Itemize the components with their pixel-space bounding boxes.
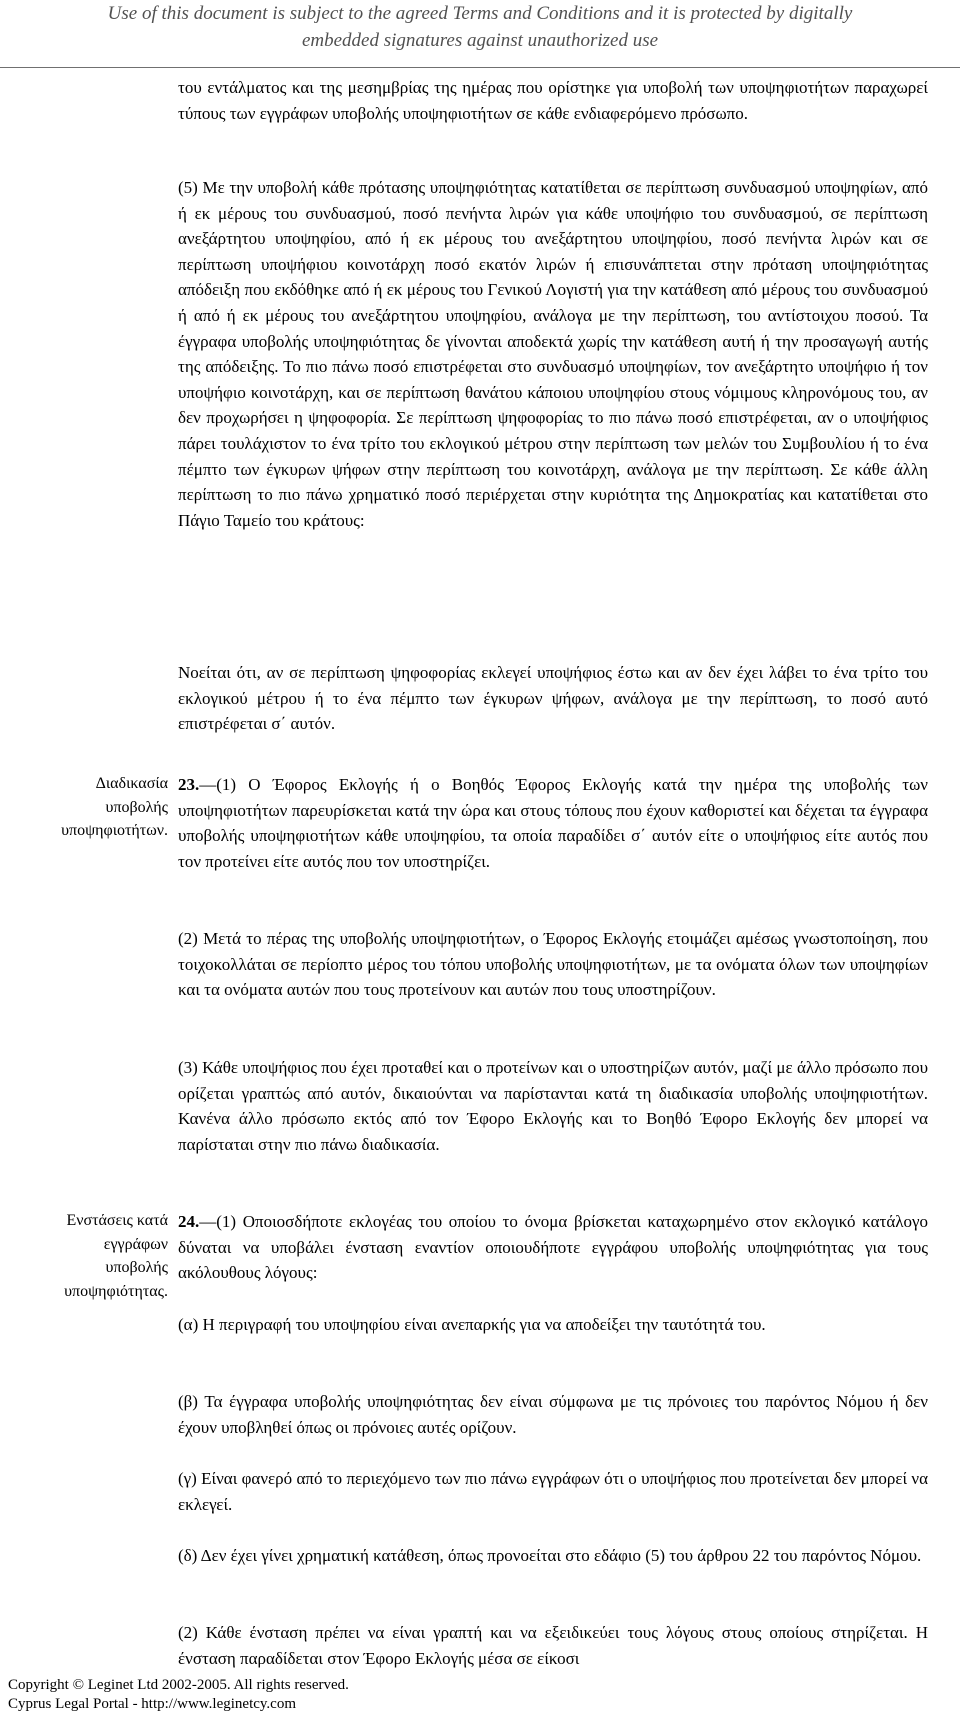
- section-23-subsection-2: (2) Μετά το πέρας της υποβολής υποψηφιοτήτων, ο Έφορος Εκλογής ετοιμάζει αμέσως γνωστοποίηση, που τοιχοκολλάται σε περίοπτο μέρος του τόπου υποβολής υποψηφιοτήτων, με τα ονόματα όλων των υποψηφίων και τα ονόματα αυτών που τους προτείνουν και αυτών που τους υποστηρίζουν.: [178, 929, 928, 1000]
- section-number: 23.: [178, 775, 200, 794]
- margin-note-section-24: [0, 1209, 168, 1303]
- section-24-subsection-2: (2) Κάθε ένσταση πρέπει να είναι γραπτή και να εξειδικεύει τους λόγους στους οποίους στηρίζεται. Η ένσταση παραδίδεται στον Έφορο Εκλογής μέσα σε είκοσι: [178, 1623, 928, 1668]
- paragraph-22-5: (5) Με την υποβολή κάθε πρότασης υποψηφιότητας κατατίθεται σε περίπτωση συνδυασμού υποψηφίων, από ή εκ μέρους του συνδυασμού, ποσό πενήντα λιρών για κάθε υποψήφιο του συνδυασμού, σε περίπτωση ανεξάρτητου υποψηφίου, από ή εκ μέρους του ανεξάρτητου υποψηφίου, ποσό πενήντα λιρών και σε περίπτωση υποψήφιου κοινοτάρχη ποσό εκατόν λιρών ή επισυνάπτεται στην πρόταση υποψηφιότητας απόδειξη που εκδόθηκε από ή εκ μέρους του Γενικού Λογιστή για την κατάθεση από μέρους του συνδυασμού ή από ή εκ μέρους του ανεξάρτητου υποψηφίου, ανάλογα με την περίπτωση, του αντίστοιχου ποσού. Τα έγγραφα υποβολής υποψηφιότητας δε γίνονται αποδεκτά χωρίς την κατάθεση αυτή ή την προσαγωγή αυτής της απόδειξης. Το πιο πάνω ποσό επιστρέφεται στο συνδυασμό υποψηφίων, τον ανεξάρτητο υποψήφιο ή τον υποψήφιο κοινοτάρχη, και σε περίπτωση θανάτου κάποιου υποψηφίου στους νόμιμους κληρονόμους του, αν δεν προχωρήσει η ψηφοφορία. Σε περίπτωση ψηφοφορίας το πιο πάνω ποσό επιστρέφεται, αν ο υποψήφιος πάρει τουλάχιστον το ένα τρίτο του εκλογικού μέτρου στην περίπτωση των μελών του Συμβουλίου ή το ένα πέμπτο των έγκυρων ψήφων στην περίπτωση του κοινοτάρχη, ανάλογα με την περίπτωση. Σε κάθε άλλη περίπτωση το πιο πάνω χρηματικό ποσό περιέρχεται στην κυριότητα της Δημοκρατίας και κατατίθεται στο Πάγιο Ταμείο του κράτους:: [178, 178, 928, 530]
- margin-note-line: υποψηφιοτήτων.: [61, 822, 168, 839]
- margin-note-line: υποβολής: [105, 798, 168, 816]
- section-23-subsection-1: [178, 772, 928, 874]
- section-24-item-c: (γ) Είναι φανερό από το περιεχόμενο των πιο πάνω εγγράφων ότι ο υποψήφιος που προτείνεται δεν μπορεί να εκλεγεί.: [178, 1469, 928, 1514]
- section-24-item-a: (α) Η περιγραφή του υποψηφίου είναι ανεπαρκής για να αποδείξει την ταυτότητά του.: [178, 1315, 766, 1334]
- footer: [8, 1676, 349, 1714]
- margin-note-line: Ενστάσεις κατά: [66, 1212, 168, 1229]
- section-text: —(1) Οποιοσδήποτε εκλογέας του οποίου το όνομα βρίσκεται καταχωρημένο στον εκλογικό κατάλογο δύναται να υποβάλει ένσταση εναντίον οποιουδήποτε εγγράφου υποβολής υποψηφιότητας για τους ακόλουθους λόγους:: [178, 1212, 928, 1283]
- margin-note-section-23: [0, 772, 168, 843]
- header-divider: [0, 67, 960, 68]
- margin-note-line: υποβολής: [105, 1259, 168, 1276]
- margin-note-line: υποψηφιότητας.: [64, 1282, 168, 1300]
- section-text: —(1) Ο Έφορος Εκλογής ή ο Βοηθός Έφορος Εκλογής κατά την ημέρα της υποβολής των υποψηφιοτήτων παρευρίσκεται κατά την ώρα και στους τόπους που έχουν καθοριστεί και δέχεται τα έγγραφα υποβολής υποψηφιοτήτων κάθε υποψηφίου, τα οποία παραδίδει σ΄ αυτόν είτε ο υποψήφιος είτε αυτός που τον προτείνει είτε αυτός που τον υποστηρίζει.: [178, 775, 928, 871]
- section-24-item-b: (β) Τα έγγραφα υποβολής υποψηφιότητας δεν είναι σύμφωνα με τις πρόνοιες του παρόντος Νόμου ή δεν έχουν υποβληθεί όπως οι πρόνοιες αυτές ορίζουν.: [178, 1392, 928, 1437]
- paragraph-continuation: του εντάλματος και της μεσημβρίας της ημέρας που ορίστηκε για υποβολή των υποψηφιοτήτων παραχωρεί τύπους των εγγράφων υποβολής υποψηφιοτήτων σε κάθε ενδιαφερόμενο πρόσωπο.: [178, 78, 928, 123]
- section-23-subsection-3: (3) Κάθε υποψήφιος που έχει προταθεί και ο προτείνων και ο υποστηρίζων αυτόν, μαζί με άλλο πρόσωπο που ορίζεται γραπτώς από αυτόν, δικαιούνται να παρίστανται κατά τη διαδικασία υποβολής υποψηφιοτήτων. Κανένα άλλο πρόσωπο εκτός από τον Έφορο Εκλογής και το Βοηθό Έφορο Εκλογής δεν μπορεί να παρίσταται στην πιο πάνω διαδικασία.: [178, 1058, 928, 1154]
- section-24-subsection-1: [178, 1209, 928, 1286]
- margin-note-line: εγγράφων: [103, 1235, 168, 1253]
- margin-note-line: Διαδικασία: [95, 775, 168, 792]
- section-24-item-d: (δ) Δεν έχει γίνει χρηματική κατάθεση, όπως προνοείται στο εδάφιο (5) του άρθρου 22 του παρόντος Νόμου.: [178, 1546, 922, 1565]
- footer-portal-link[interactable]: Cyprus Legal Portal - http://www.leginetcy.com: [8, 1696, 296, 1712]
- paragraph-proviso: Νοείται ότι, αν σε περίπτωση ψηφοφορίας εκλεγεί υποψήφιος έστω και αν δεν έχει λάβει το ένα τρίτο του εκλογικού μέτρου ή το ένα πέμπτο των έγκυρων ψήφων, ανάλογα με την περίπτωση, το ποσό αυτό επιστρέφεται σ΄ αυτόν.: [178, 663, 928, 734]
- footer-copyright: Copyright © Leginet Ltd 2002-2005. All rights reserved.: [8, 1677, 349, 1693]
- section-number: 24.: [178, 1212, 200, 1231]
- page-header: [0, 0, 960, 54]
- header-notice-line-1: Use of this document is subject to the agreed Terms and Conditions and it is protected by digitally: [107, 3, 853, 24]
- header-notice-line-2: embedded signatures against unauthorized use: [301, 30, 659, 51]
